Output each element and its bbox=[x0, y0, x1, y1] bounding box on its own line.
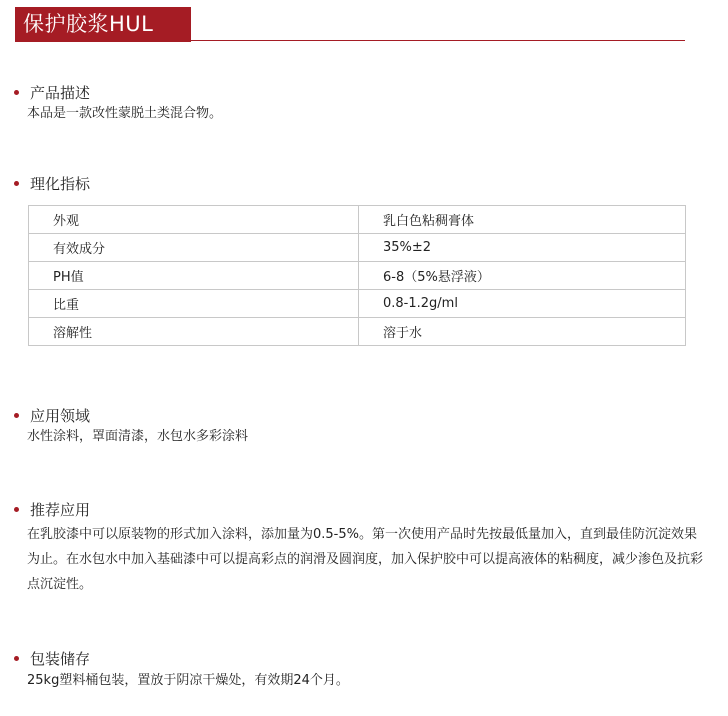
table-row bbox=[29, 290, 686, 318]
spec-table bbox=[28, 205, 686, 346]
section-heading-text: 应用领域 bbox=[30, 407, 91, 425]
spec-value: 乳白色粘稠膏体 bbox=[359, 206, 686, 234]
packaging-text: 25kg塑料桶包装，置放于阴凉干燥处，有效期24个月。 bbox=[27, 673, 349, 688]
bullet-dot-icon bbox=[14, 413, 19, 418]
page-title: 保护胶浆HUL bbox=[15, 7, 191, 42]
section-heading-text: 推荐应用 bbox=[30, 501, 91, 519]
spec-value: 0.8-1.2g/ml bbox=[359, 290, 686, 318]
section-heading-text: 包装储存 bbox=[30, 650, 91, 668]
table-row bbox=[29, 234, 686, 262]
table-row bbox=[29, 206, 686, 234]
spec-value: 35%±2 bbox=[359, 234, 686, 262]
bullet-dot-icon bbox=[14, 181, 19, 186]
section-heading-recommended bbox=[14, 500, 90, 520]
spec-name: 溶解性 bbox=[29, 318, 359, 346]
spec-name: 比重 bbox=[29, 290, 359, 318]
recommended-text: 在乳胶漆中可以原装物的形式加入涂料，添加量为0.5-5%。第一次使用产品时先按最低量加入，直到最佳防沉淀效果为止。在水包水中加入基础漆中可以提高彩点的润滑及圆润度，加入保护胶中可以提高液体的粘稠度，减少渗色及抗彩点沉淀性。 bbox=[27, 527, 704, 592]
section-heading-text: 理化指标 bbox=[30, 175, 91, 193]
spec-value: 6-8（5%悬浮液） bbox=[359, 262, 686, 290]
spec-value: 溶于水 bbox=[359, 318, 686, 346]
section-heading-applications bbox=[14, 406, 90, 426]
description-text: 本品是一款改性蒙脱土类混合物。 bbox=[27, 106, 223, 121]
title-divider bbox=[191, 40, 685, 41]
spec-name: PH值 bbox=[29, 262, 359, 290]
table-row bbox=[29, 262, 686, 290]
spec-name: 有效成分 bbox=[29, 234, 359, 262]
section-heading-description bbox=[14, 83, 90, 103]
spec-name: 外观 bbox=[29, 206, 359, 234]
bullet-dot-icon bbox=[14, 90, 19, 95]
bullet-dot-icon bbox=[14, 507, 19, 512]
bullet-dot-icon bbox=[14, 656, 19, 661]
table-row bbox=[29, 318, 686, 346]
section-heading-specs bbox=[14, 174, 90, 194]
section-heading-packaging bbox=[14, 649, 90, 669]
section-heading-text: 产品描述 bbox=[30, 84, 91, 102]
applications-text: 水性涂料，罩面清漆，水包水多彩涂料 bbox=[27, 429, 249, 444]
